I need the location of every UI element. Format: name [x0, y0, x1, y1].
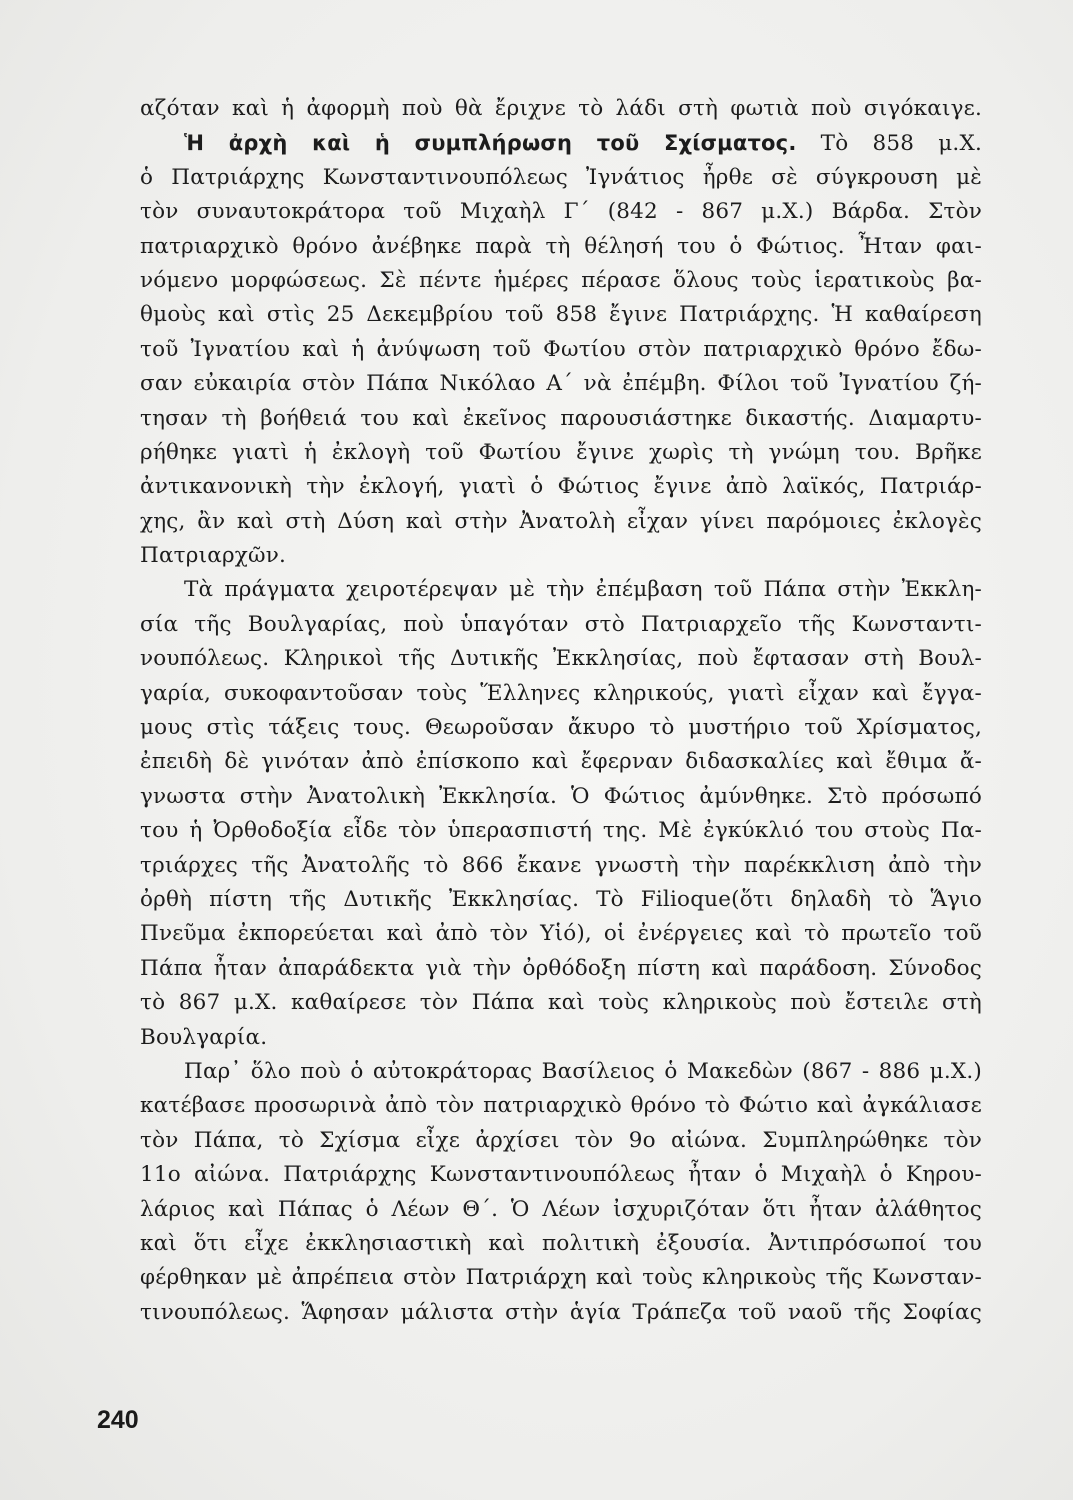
text-line: ὁ Πατριάρχης Κωνσταντινουπόλεως Ἰγνάτιος ἦρθε σὲ σύγκρουση μὲ	[140, 164, 982, 190]
text-line: νουπόλεως. Κληρικοὶ τῆς Δυτικῆς Ἐκκλησίας, ποὺ ἔφτασαν στὴ Βουλ-	[140, 646, 982, 672]
text-line: τὸ 867 μ.Χ. καθαίρεσε τὸν Πάπα καὶ τοὺς κληρικοὺς ποὺ ἔστειλε στὴ	[140, 990, 982, 1016]
text-line: σαν εὐκαιρία στὸν Πάπα Νικόλαο Α΄ νὰ ἐπέμβη. Φίλοι τοῦ Ἰγνατίου ζή-	[140, 371, 982, 397]
text-line: Πάπα ἦταν ἀπαράδεκτα γιὰ τὴν ὀρθόδοξη πίστη καὶ παράδοση. Σύνοδος	[140, 955, 982, 981]
page-number: 240	[97, 1406, 139, 1434]
text-line: τριάρχες τῆς Ἀνατολῆς τὸ 866 ἔκανε γνωστὴ τὴν παρέκκλιση ἀπὸ τὴν	[140, 852, 982, 878]
text-line: ἐπειδὴ δὲ γινόταν ἀπὸ ἐπίσκοπο καὶ ἔφερναν διδασκαλίες καὶ ἔθιμα ἄ-	[140, 749, 982, 775]
text-line: χης, ἂν καὶ στὴ Δύση καὶ στὴν Ἀνατολὴ εἶχαν γίνει παρόμοιες ἐκλογὲς	[140, 508, 982, 534]
text-line: τινουπόλεως. Ἅφησαν μάλιστα στὴν ἁγία Τράπεζα τοῦ ναοῦ τῆς Σοφίας	[140, 1299, 982, 1325]
text-line: γνωστα στὴν Ἀνατολικὴ Ἐκκλησία. Ὁ Φώτιος ἀμύνθηκε. Στὸ πρόσωπό	[140, 783, 982, 809]
text-line: τὸν Πάπα, τὸ Σχίσμα εἶχε ἀρχίσει τὸν 9ο αἰώνα. Συμπληρώθηκε τὸν	[140, 1127, 982, 1153]
text-line: ὀρθὴ πίστη τῆς Δυτικῆς Ἐκκλησίας. Τὸ Filioque(ὅτι δηλαδὴ τὸ Ἅγιο	[140, 886, 982, 912]
text-line: ρήθηκε γιατὶ ἡ ἐκλογὴ τοῦ Φωτίου ἔγινε χωρὶς τὴ γνώμη του. Βρῆκε	[140, 439, 982, 465]
text-line: 11ο αἰώνα. Πατριάρχης Κωνσταντινουπόλεως ἦταν ὁ Μιχαὴλ ὁ Κηρου-	[140, 1162, 982, 1188]
text-line: του ἡ Ὀρθοδοξία εἶδε τὸν ὑπερασπιστή της. Μὲ ἐγκύκλιό του στοὺς Πα-	[140, 818, 982, 844]
text-line: γαρία, συκοφαντοῦσαν τοὺς Ἕλληνες κληρικούς, γιατὶ εἶχαν καὶ ἔγγα-	[140, 680, 982, 706]
text-line: σία τῆς Βουλγαρίας, ποὺ ὑπαγόταν στὸ Πατριαρχεῖο τῆς Κωνσταντι-	[140, 611, 982, 637]
text-line: Τὰ πράγματα χειροτέρεψαν μὲ τὴν ἐπέμβαση τοῦ Πάπα στὴν Ἐκκλη-	[184, 577, 982, 603]
text-line: αζόταν καὶ ἡ ἀφορμὴ ποὺ θὰ ἔριχνε τὸ λάδι στὴ φωτιὰ ποὺ σιγόκαιγε.	[140, 96, 982, 121]
text-line: καὶ ὅτι εἶχε ἐκκλησιαστικὴ καὶ πολιτικὴ ἐξουσία. Ἀντιπρόσωποί του	[140, 1230, 982, 1256]
text-line: τησαν τὴ βοήθειά του καὶ ἐκεῖνος παρουσιάστηκε δικαστής. Διαμαρτυ-	[140, 405, 982, 431]
text-line: Παρ᾽ ὅλο ποὺ ὁ αὐτοκράτορας Βασίλειος ὁ Μακεδὼν (867 - 886 μ.Χ.)	[184, 1058, 982, 1084]
text-run: Τὸ 858 μ.Χ.	[796, 131, 982, 157]
text-line: λάριος καὶ Πάπας ὁ Λέων Θ΄. Ὁ Λέων ἰσχυριζόταν ὅτι ἦταν ἀλάθητος	[140, 1196, 982, 1222]
text-line: θμοὺς καὶ στὶς 25 Δεκεμβρίου τοῦ 858 ἔγινε Πατριάρχης. Ἡ καθαίρεση	[140, 302, 982, 328]
text-line: τὸν συναυτοκράτορα τοῦ Μιχαὴλ Γ΄ (842 - 867 μ.Χ.) Βάρδα. Στὸν	[140, 199, 982, 225]
text-line: πατριαρχικὸ θρόνο ἀνέβηκε παρὰ τὴ θέλησή του ὁ Φώτιος. Ἦταν φαι-	[140, 233, 982, 259]
body-text	[140, 92, 982, 1330]
text-line: τοῦ Ἰγνατίου καὶ ἡ ἀνύψωση τοῦ Φωτίου στὸν πατριαρχικὸ θρόνο ἔδω-	[140, 336, 982, 362]
text-line: ἀντικανονικὴ τὴν ἐκλογή, γιατὶ ὁ Φώτιος ἔγινε ἀπὸ λαϊκός, Πατριάρ-	[140, 474, 982, 500]
text-line: κατέβασε προσωρινὰ ἀπὸ τὸν πατριαρχικὸ θρόνο τὸ Φώτιο καὶ ἀγκάλιασε	[140, 1093, 982, 1119]
section-heading: Ἡ ἀρχὴ καὶ ἡ συμπλήρωση τοῦ Σχίσματος.	[184, 131, 797, 156]
text-line: Πνεῦμα ἐκπορεύεται καὶ ἀπὸ τὸν Υἱό), οἱ ἐνέργειες καὶ τὸ πρωτεῖο τοῦ	[140, 921, 982, 947]
section-heading-line	[140, 126, 982, 160]
text-line: φέρθηκαν μὲ ἀπρέπεια στὸν Πατριάρχη καὶ τοὺς κληρικοὺς τῆς Κωνσταν-	[140, 1265, 982, 1291]
text-line: νόμενο μορφώσεως. Σὲ πέντε ἡμέρες πέρασε ὅλους τοὺς ἱερατικοὺς βα-	[140, 267, 982, 293]
text-line: μους στὶς τάξεις τους. Θεωροῦσαν ἄκυρο τὸ μυστήριο τοῦ Χρίσματος,	[140, 715, 982, 741]
text-line: Βουλγαρία.	[140, 1024, 268, 1050]
text-line: Πατριαρχῶν.	[140, 543, 287, 569]
